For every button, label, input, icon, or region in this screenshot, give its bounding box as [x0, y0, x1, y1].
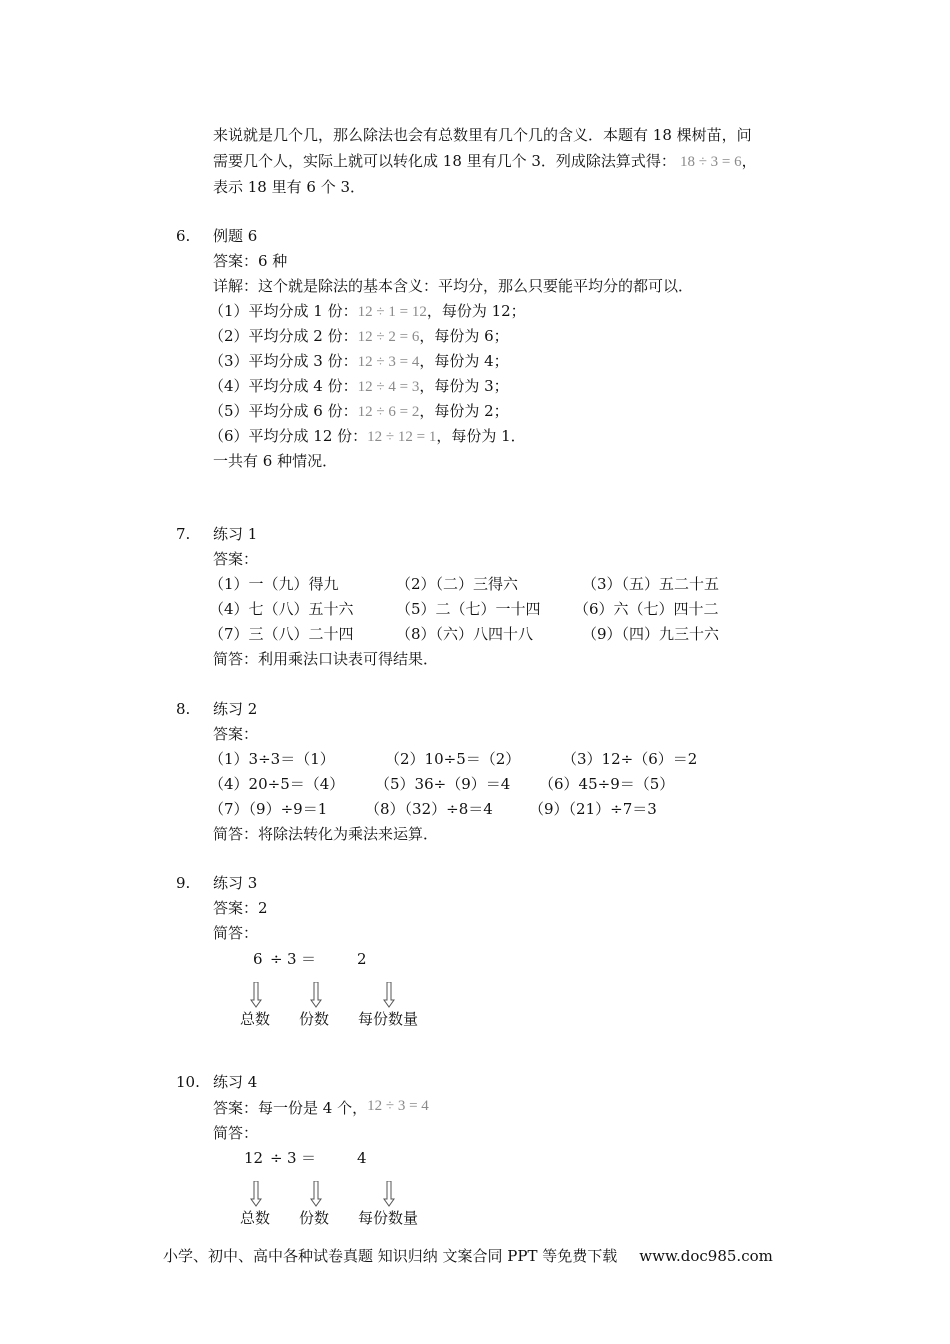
intro-equation: 18 ÷ 3 = 6 [679, 154, 742, 170]
intro-line-2-end: ， [741, 152, 757, 170]
q6-case-result: ，每份为 6； [419, 327, 509, 345]
q6-case-equation: 12 ÷ 1 = 12 [357, 304, 427, 320]
q6-case-equation: 12 ÷ 12 = 1 [367, 429, 437, 445]
footer-text: 小学、初中、高中各种试卷真题 知识归纳 文案合同 PPT 等免费下载 [163, 1247, 618, 1265]
q9-answer: 答案：2 [213, 899, 268, 917]
q8-brief: 简答：将除法转化为乘法来运算． [213, 825, 439, 843]
q10-answer [213, 1098, 429, 1119]
footer-url[interactable]: www.doc985.com [639, 1247, 773, 1265]
q6-case-equation: 12 ÷ 2 = 6 [357, 329, 420, 345]
q6-case-label: （5）平均分成 6 份： [209, 402, 358, 420]
q7-answer: 答案： [213, 550, 259, 568]
q9-title: 练习 3 [213, 874, 258, 892]
q8-answer: 答案： [213, 725, 259, 743]
q6-case-equation: 12 ÷ 3 = 4 [357, 354, 420, 370]
q7-item: （4）七（八）五十六 [209, 600, 354, 618]
q7-item: （8）（六）八四十八 [396, 625, 534, 643]
q6-case-label: （2）平均分成 2 份： [209, 327, 358, 345]
q6-case-label: （1）平均分成 1 份： [209, 302, 358, 320]
down-arrow-icon [310, 982, 322, 1008]
q8-item: （4）20÷5＝（4） [209, 775, 345, 793]
q6-case [209, 351, 509, 372]
q10-title: 练习 4 [213, 1073, 258, 1091]
q10-quotient: 4 [357, 1149, 367, 1167]
q9-divide-sign: ÷ [270, 950, 283, 968]
q9-dividend: 6 [253, 950, 263, 968]
q9-label-total: 总数 [240, 1010, 271, 1028]
q10-label-per-part: 每份数量 [358, 1209, 419, 1227]
q7-item: （7）三（八）二十四 [209, 625, 354, 643]
q10-divisor: 3 [287, 1149, 297, 1167]
q9-quotient: 2 [357, 950, 367, 968]
q8-item: （5）36÷（9）＝4 [375, 775, 511, 793]
q10-label-total: 总数 [240, 1209, 271, 1227]
q6-case-equation: 12 ÷ 6 = 2 [357, 404, 420, 420]
intro-line-2-text: 需要几个人，实际上就可以转化成 18 里有几个 3．列成除法算式得： [213, 152, 676, 170]
q7-item: （6）六（七）四十二 [574, 600, 719, 618]
q6-case-result: ，每份为 4； [419, 352, 509, 370]
q6-title: 例题 6 [213, 227, 258, 245]
q7-brief: 简答：利用乘法口诀表可得结果． [213, 650, 439, 668]
down-arrow-icon [383, 982, 395, 1008]
q6-case [209, 376, 509, 397]
down-arrow-icon [310, 1181, 322, 1207]
q6-case [209, 326, 509, 347]
q8-item: （7）（9）÷9＝1 [209, 800, 328, 818]
q7-item: （3）（五）五二十五 [582, 575, 720, 593]
q9-divisor: 3 [287, 950, 297, 968]
q10-divide-sign: ÷ [270, 1149, 283, 1167]
q10-label-parts: 份数 [299, 1209, 330, 1227]
q6-number: 6. [176, 227, 191, 245]
q8-item: （6）45÷9＝（5） [539, 775, 675, 793]
q10-brief: 简答： [213, 1124, 259, 1142]
q9-label-parts: 份数 [299, 1010, 330, 1028]
q6-summary: 一共有 6 种情况． [213, 452, 338, 470]
q6-answer: 答案：6 种 [213, 252, 288, 270]
q9-equals-sign: ＝ [301, 950, 317, 968]
q6-case-label: （4）平均分成 4 份： [209, 377, 358, 395]
down-arrow-icon [250, 1181, 262, 1207]
q6-case-result: ，每份为 2； [419, 402, 509, 420]
q10-answer-text: 答案：每一份是 4 个， [213, 1099, 368, 1117]
q7-number: 7. [176, 525, 191, 543]
q9-label-per-part: 每份数量 [358, 1010, 419, 1028]
q6-case-label: （3）平均分成 3 份： [209, 352, 358, 370]
q8-number: 8. [176, 700, 191, 718]
q7-item: （5）二（七）一十四 [396, 600, 541, 618]
down-arrow-icon [250, 982, 262, 1008]
intro-line-2 [213, 151, 757, 172]
q6-case-result: ，每份为 1． [436, 427, 526, 445]
page-footer [163, 1246, 773, 1266]
intro-line-1: 来说就是几个几，那么除法也会有总数里有几个几的含义．本题有 18 棵树苗，问 [213, 126, 752, 144]
q6-case-label: （6）平均分成 12 份： [209, 427, 368, 445]
q8-item: （8）（32）÷8＝4 [365, 800, 493, 818]
q8-item: （3）12÷（6）＝2 [562, 750, 698, 768]
q8-item: （1）3÷3＝（1） [209, 750, 335, 768]
q10-number: 10. [176, 1073, 200, 1091]
q6-case-result: ，每份为 12； [426, 302, 526, 320]
q8-item: （9）（21）÷7＝3 [529, 800, 657, 818]
q10-equals-sign: ＝ [301, 1149, 317, 1167]
q9-brief: 简答： [213, 924, 259, 942]
q6-detail: 详解：这个就是除法的基本含义：平均分，那么只要能平均分的都可以． [213, 277, 694, 295]
q7-title: 练习 1 [213, 525, 258, 543]
q6-case [209, 401, 509, 422]
q6-case [209, 426, 526, 447]
down-arrow-icon [383, 1181, 395, 1207]
q6-case [209, 301, 526, 322]
q7-item: （2）（二）三得六 [396, 575, 519, 593]
q6-case-result: ，每份为 3； [419, 377, 509, 395]
intro-line-3: 表示 18 里有 6 个 3． [213, 178, 366, 196]
q7-item: （1）一（九）得九 [209, 575, 339, 593]
q8-item: （2）10÷5＝（2） [385, 750, 521, 768]
q10-answer-equation: 12 ÷ 3 = 4 [367, 1098, 429, 1114]
q10-dividend: 12 [244, 1149, 264, 1167]
q7-item: （9）（四）九三十六 [582, 625, 720, 643]
q6-case-equation: 12 ÷ 4 = 3 [357, 379, 420, 395]
q8-title: 练习 2 [213, 700, 258, 718]
q9-number: 9. [176, 874, 191, 892]
